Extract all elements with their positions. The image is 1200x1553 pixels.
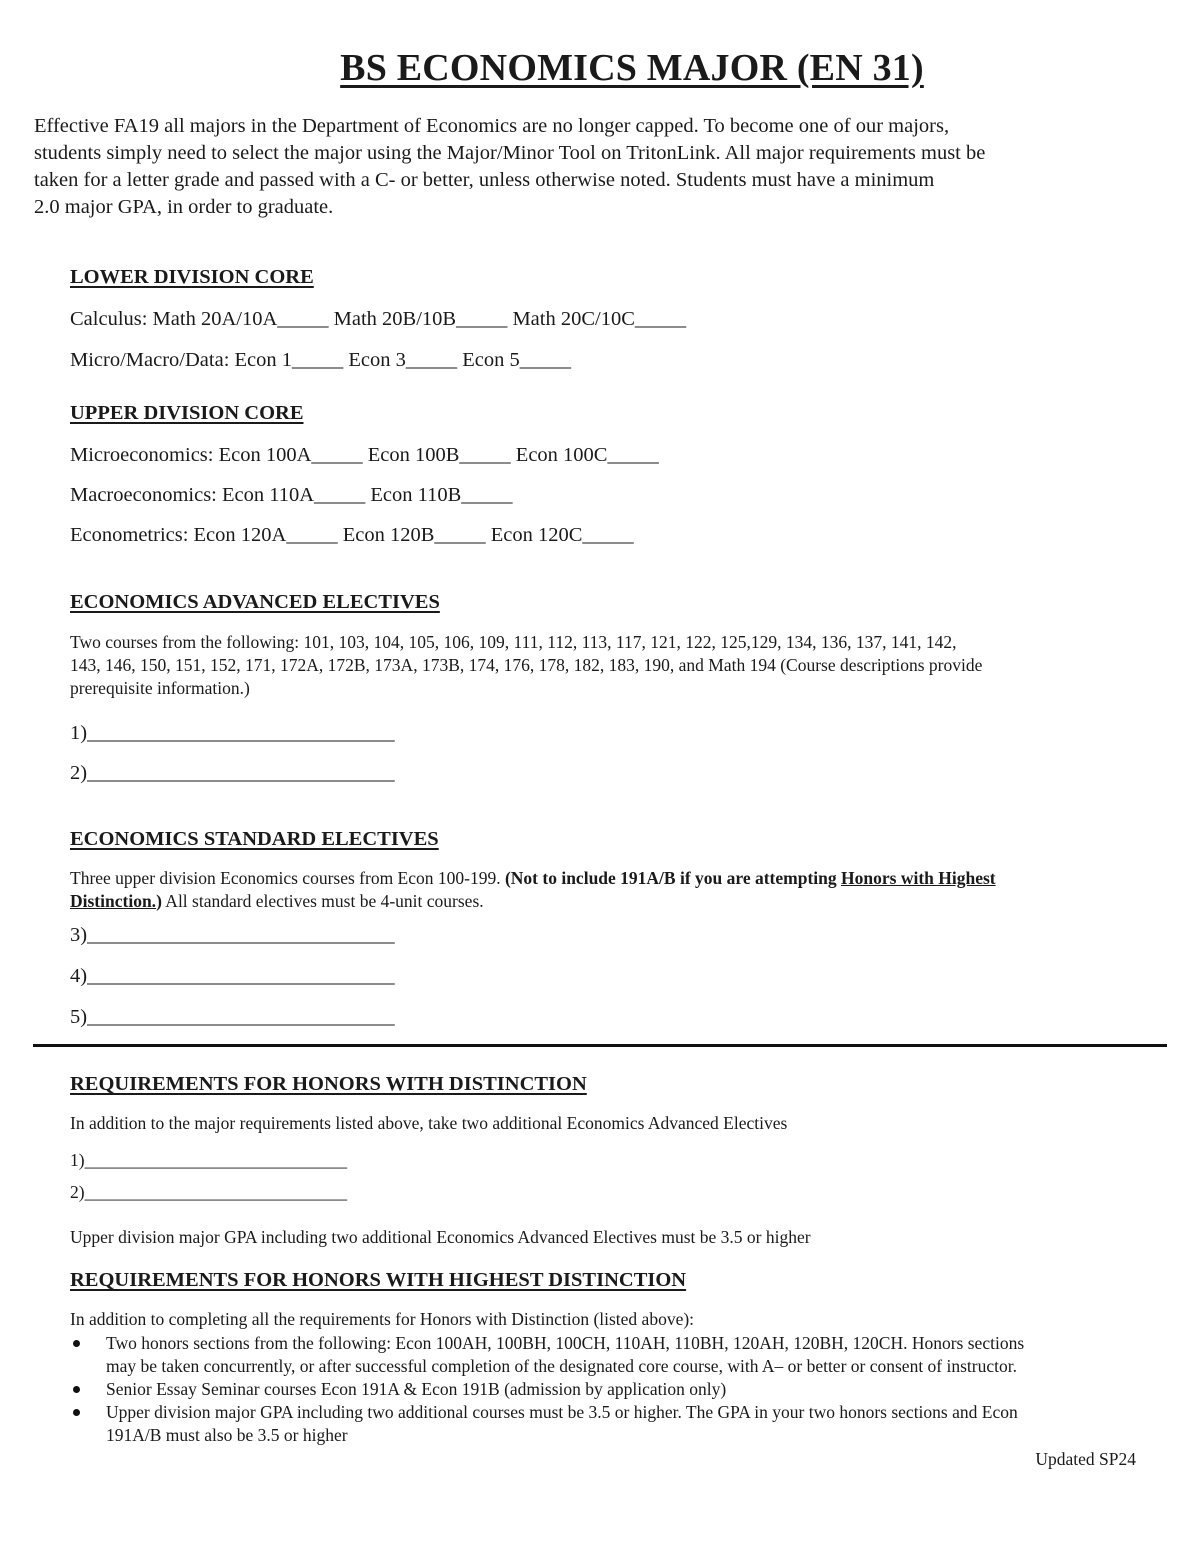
intro-line: students simply need to select the major using the Major/Minor Tool on TritonLink. All major requirements must be bbox=[34, 142, 986, 164]
honors-gpa-note: Upper division major GPA including two additional Economics Advanced Electives must be 3.5 or higher bbox=[70, 1227, 811, 1247]
standard-elective-blank-3: 3)______________________________ bbox=[70, 924, 395, 946]
honors-distinction-heading: REQUIREMENTS FOR HONORS WITH DISTINCTION bbox=[70, 1073, 587, 1095]
description-bold: (Not to include 191A/B if you are attempting bbox=[504, 868, 842, 888]
advanced-electives-description bbox=[70, 631, 1140, 700]
description-line: 143, 146, 150, 151, 152, 171, 172A, 172B, 173A, 173B, 174, 176, 178, 182, 183, 190, and Math 194 (Course descriptions provide bbox=[70, 655, 983, 675]
description-bold-underline: Distinction. bbox=[70, 891, 157, 911]
bullet-icon bbox=[73, 1386, 80, 1393]
description-line-1 bbox=[70, 867, 1140, 890]
intro-paragraph bbox=[34, 113, 1154, 221]
section-divider bbox=[33, 1044, 1167, 1047]
page-title: BS ECONOMICS MAJOR (EN 31) bbox=[340, 47, 924, 89]
advanced-elective-blank-1: 1)______________________________ bbox=[70, 722, 395, 744]
micro-macro-data-line: Micro/Macro/Data: Econ 1_____ Econ 3_____ Econ 5_____ bbox=[70, 349, 571, 371]
calculus-line: Calculus: Math 20A/10A_____ Math 20B/10B_____ Math 20C/10C_____ bbox=[70, 308, 687, 330]
standard-electives-description bbox=[70, 867, 1140, 913]
bullet-icon bbox=[73, 1340, 80, 1347]
description-text: All standard electives must be 4-unit courses. bbox=[161, 891, 484, 911]
intro-line: Effective FA19 all majors in the Department of Economics are no longer capped. To become one of our majors, bbox=[34, 115, 950, 137]
updated-label: Updated SP24 bbox=[1035, 1449, 1136, 1469]
standard-elective-blank-4: 4)______________________________ bbox=[70, 965, 395, 987]
econometrics-line: Econometrics: Econ 120A_____ Econ 120B_____ Econ 120C_____ bbox=[70, 524, 634, 546]
description-line: Two courses from the following: 101, 103, 104, 105, 106, 109, 111, 112, 113, 117, 121, 122, 125,129, 134, 136, 137, 141, 142, bbox=[70, 632, 957, 652]
honors-distinction-description: In addition to the major requirements listed above, take two additional Economics Advanced Electives bbox=[70, 1113, 788, 1133]
microeconomics-line: Microeconomics: Econ 100A_____ Econ 100B_____ Econ 100C_____ bbox=[70, 444, 659, 466]
list-item-text: Upper division major GPA including two additional courses must be 3.5 or higher. The GPA in your two honors sections and Econ bbox=[106, 1402, 1018, 1422]
advanced-electives-heading: ECONOMICS ADVANCED ELECTIVES bbox=[70, 591, 440, 613]
list-item-text: may be taken concurrently, or after successful completion of the designated core course, with A– or better or consent of instructor. bbox=[106, 1356, 1017, 1376]
intro-line: 2.0 major GPA, in order to graduate. bbox=[34, 196, 334, 218]
macroeconomics-line: Macroeconomics: Econ 110A_____ Econ 110B_____ bbox=[70, 484, 513, 506]
list-item-text: Senior Essay Seminar courses Econ 191A & Econ 191B (admission by application only) bbox=[106, 1379, 727, 1399]
list-item bbox=[70, 1332, 1170, 1378]
bullet-icon bbox=[73, 1409, 80, 1416]
description-line-2 bbox=[70, 890, 1140, 913]
upper-division-heading: UPPER DIVISION CORE bbox=[70, 402, 304, 424]
intro-line: taken for a letter grade and passed with a C- or better, unless otherwise noted. Students must have a minimum bbox=[34, 169, 935, 191]
description-text: Three upper division Economics courses from Econ 100-199. bbox=[70, 868, 505, 888]
list-item bbox=[70, 1401, 1170, 1447]
honors-blank-1: 1)______________________________ bbox=[70, 1150, 348, 1170]
list-item bbox=[70, 1378, 1170, 1401]
description-bold: ) bbox=[156, 891, 162, 911]
description-line: prerequisite information.) bbox=[70, 678, 250, 698]
description-bold-underline: Honors with Highest bbox=[841, 868, 996, 888]
standard-electives-heading: ECONOMICS STANDARD ELECTIVES bbox=[70, 828, 439, 850]
honors-highest-heading: REQUIREMENTS FOR HONORS WITH HIGHEST DISTINCTION bbox=[70, 1269, 687, 1291]
standard-elective-blank-5: 5)______________________________ bbox=[70, 1006, 395, 1028]
advanced-elective-blank-2: 2)______________________________ bbox=[70, 762, 395, 784]
list-item-text: Two honors sections from the following: Econ 100AH, 100BH, 100CH, 110AH, 110BH, 120AH, 120BH, 120CH. Honors sections bbox=[106, 1333, 1025, 1353]
list-item-text: 191A/B must also be 3.5 or higher bbox=[106, 1425, 348, 1445]
honors-highest-list bbox=[70, 1332, 1170, 1447]
honors-blank-2: 2)______________________________ bbox=[70, 1182, 348, 1202]
lower-division-heading: LOWER DIVISION CORE bbox=[70, 266, 314, 288]
honors-highest-description: In addition to completing all the requirements for Honors with Distinction (listed above): bbox=[70, 1309, 695, 1329]
